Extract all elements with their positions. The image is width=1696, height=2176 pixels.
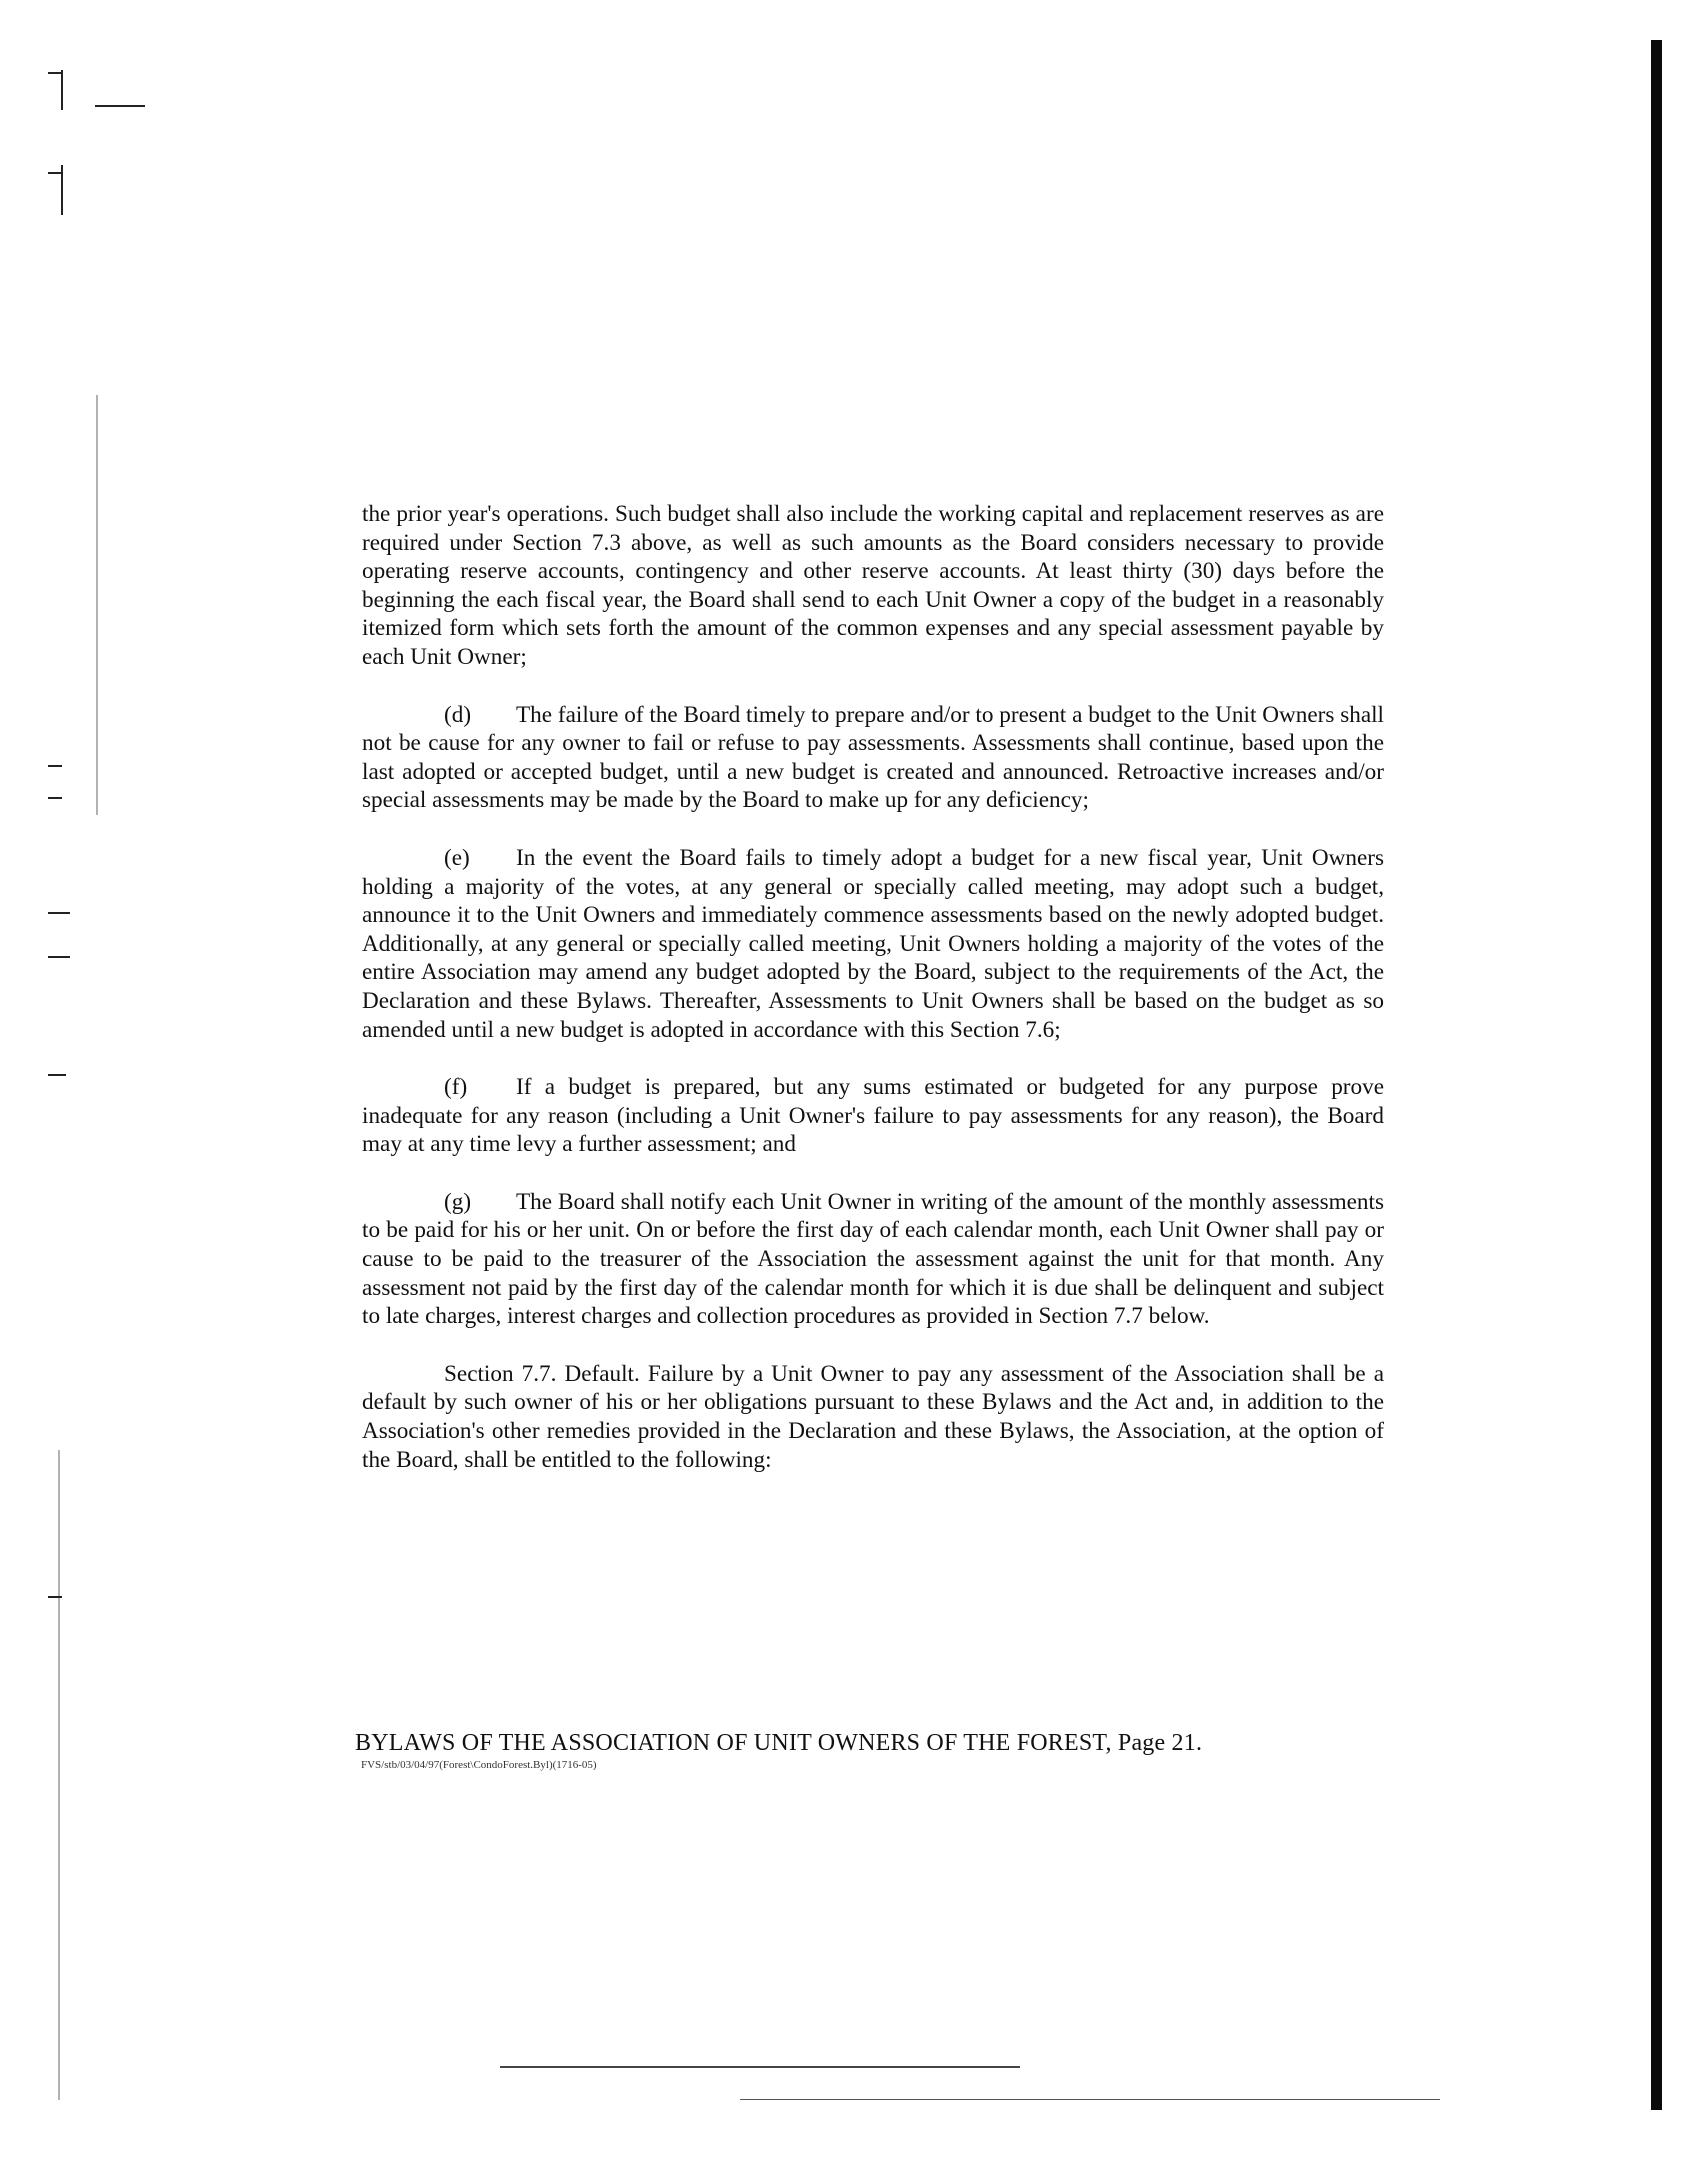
paragraph-e (362, 844, 1384, 1044)
scan-edge-bar (1651, 40, 1662, 2110)
margin-mark (48, 956, 70, 958)
margin-mark (95, 105, 145, 107)
footer-file-code: FVS/stb/03/04/97(Forest\CondoForest.Byl)(1716-05) (361, 1759, 597, 1771)
margin-mark (48, 765, 62, 767)
paragraph-text: If a budget is prepared, but any sums estimated or budgeted for any purpose prove inadequate for any reason (including a Unit Owner's failure to pay assessments for any reason), the Board may at any time levy a further assessment; and (362, 1074, 1384, 1158)
margin-mark (48, 172, 62, 174)
margin-mark (48, 912, 70, 914)
body-text (362, 500, 1384, 1503)
paragraph-section-7-7: Section 7.7. Default. Failure by a Unit Owner to pay any assessment of the Association shall be a default by such owner of his or her obligations pursuant to these Bylaws and the Act and, in addition to the Association's other remedies provided in the Declaration and these Bylaws, the Association, at the option of the Board, shall be entitled to the following: (362, 1360, 1384, 1473)
margin-mark (61, 165, 63, 215)
margin-mark (61, 70, 63, 110)
footer-title: BYLAWS OF THE ASSOCIATION OF UNIT OWNERS OF THE FOREST, Page 21. (355, 1730, 1203, 1756)
margin-mark (48, 72, 62, 74)
margin-mark (48, 797, 62, 799)
paragraph-text: In the event the Board fails to timely adopt a budget for a new fiscal year, Unit Owners holding a majority of the votes, at any general or specially called meeting, may adopt such a budget, announce it to the Unit Owners and immediately commence assessments based on the newly adopted budget. Additionally, at any general or specially called meeting, Unit Owners holding a majority of the votes of the entire Association may amend any budget adopted by the Board, subject to the requirements of the Act, the Declaration and these Bylaws. Thereafter, Assessments to Unit Owners shall be based on the budget as so amended until a new budget is adopted in accordance with this Section 7.6; (362, 844, 1384, 1043)
paragraph-label: (d) (444, 701, 472, 728)
paragraph-f (362, 1073, 1384, 1159)
paragraph-text: The failure of the Board timely to prepare and/or to present a budget to the Unit Owners shall not be cause for any owner to fail or refuse to pay assessments. Assessments shall continue, based upon the last adopted or accepted budget, until a new budget is created and announced. Retroactive increases and/or special assessments may be made by the Board to make up for any deficiency; (362, 701, 1384, 814)
scan-bottom-line (500, 2066, 1020, 2068)
paragraph-label: (f) (444, 1074, 468, 1101)
paragraph-label: (e) (444, 844, 470, 871)
margin-mark (48, 1074, 66, 1076)
margin-mark (58, 1450, 60, 2100)
paragraph-d (362, 701, 1384, 815)
page-footer (355, 1728, 1415, 1772)
scan-bottom-line (740, 2099, 1440, 2100)
paragraph-continuation: the prior year's operations. Such budget shall also include the working capital and replacement reserves as are required under Section 7.3 above, as well as such amounts as the Board considers necessary to provide operating reserve accounts, contingency and other reserve accounts. At least thirty (30) days before the beginning the each fiscal year, the Board shall send to each Unit Owner a copy of the budget in a reasonably itemized form which sets forth the amount of the common expenses and any special assessment payable by each Unit Owner; (362, 501, 1384, 670)
paragraph-g (362, 1188, 1384, 1331)
paragraph-label: (g) (444, 1188, 472, 1215)
paragraph-text: The Board shall notify each Unit Owner in writing of the amount of the monthly assessments to be paid for his or her unit. On or before the first day of each calendar month, each Unit Owner shall pay or cause to be paid to the treasurer of the Association the assessment against the unit for that month. Any assessment not paid by the first day of the calendar month for which it is due shall be delinquent and subject to late charges, interest charges and collection procedures as provided in Section 7.7 below. (362, 1188, 1384, 1330)
margin-mark (96, 395, 98, 815)
